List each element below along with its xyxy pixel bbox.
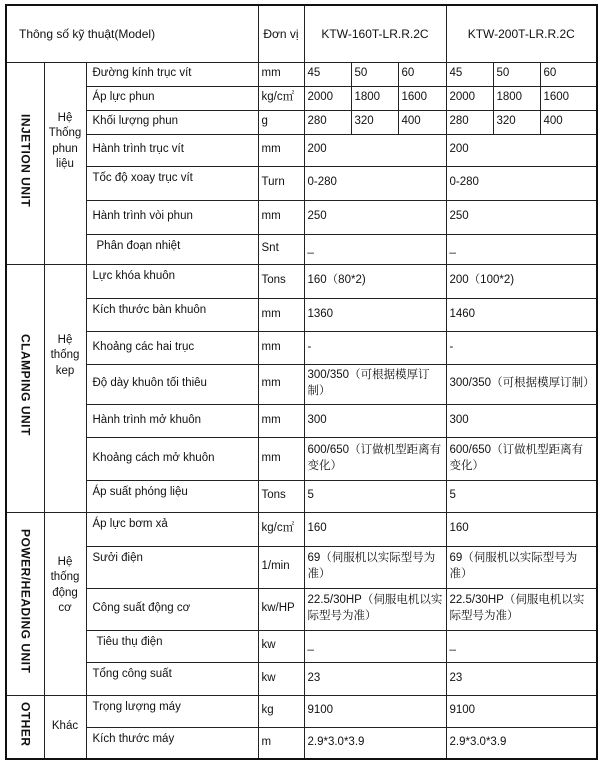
cell-a3: 60 [398, 62, 446, 86]
cell-a: 0-280 [304, 166, 446, 200]
row-unit: mm [258, 62, 304, 86]
row-unit: kw [258, 630, 304, 662]
cell-a: _ [304, 630, 446, 662]
group-clamping-title [6, 264, 44, 512]
row-unit: kg/c㎡ [258, 512, 304, 546]
cell-a2: 1800 [351, 86, 398, 110]
cell-b: _ [446, 234, 597, 264]
cell-b: 2.9*3.0*3.9 [446, 727, 597, 759]
table-row [6, 200, 597, 234]
cell-b: 69（伺服机以实际型号为准） [446, 546, 597, 588]
row-name: Áp suất phóng liệu [86, 480, 258, 512]
table-row [6, 662, 597, 695]
row-name: Tổng công suất [86, 662, 258, 695]
cell-b: 9100 [446, 695, 597, 727]
cell-a2: 50 [351, 62, 398, 86]
cell-a1: 2000 [304, 86, 351, 110]
table-row [6, 695, 597, 727]
cell-a: 250 [304, 200, 446, 234]
group-power-title [6, 512, 44, 695]
header-row [6, 5, 597, 62]
table-row [6, 134, 597, 166]
row-unit: kg [258, 695, 304, 727]
table-row [6, 480, 597, 512]
row-unit: kg/c㎡ [258, 86, 304, 110]
cell-b: 600/650（订做机型距离有变化） [446, 437, 597, 480]
table-row [6, 110, 597, 134]
row-name: Công suất động cơ [86, 588, 258, 630]
table-row [6, 298, 597, 331]
row-unit: 1/min [258, 546, 304, 588]
cell-a: 9100 [304, 695, 446, 727]
table-row [6, 512, 597, 546]
row-name: Hành trình vòi phun [86, 200, 258, 234]
model-a-header: KTW-160T-LR.R.2C [304, 5, 446, 62]
group-injection-sub: Hệ Thống phun liệu [44, 62, 86, 264]
row-name: Lực khóa khuôn [86, 264, 258, 298]
group-power-sub: Hệ thống động cơ [44, 512, 86, 695]
cell-a: 160 [304, 512, 446, 546]
cell-b1: 45 [446, 62, 493, 86]
cell-a3: 1600 [398, 86, 446, 110]
cell-a2: 320 [351, 110, 398, 134]
cell-b: 5 [446, 480, 597, 512]
row-name: Đường kính trục vít [86, 62, 258, 86]
cell-b3: 400 [540, 110, 597, 134]
cell-a: 160（80*2) [304, 264, 446, 298]
row-name: Áp lực bơm xả [86, 512, 258, 546]
cell-b: 200 [446, 134, 597, 166]
row-unit: kw [258, 662, 304, 695]
cell-b: 1460 [446, 298, 597, 331]
group-other-sub: Khác [44, 695, 86, 759]
cell-b: _ [446, 630, 597, 662]
table-row [6, 166, 597, 200]
cell-b: 0-280 [446, 166, 597, 200]
row-name: Áp lực phun [86, 86, 258, 110]
group-title: OTHER [18, 701, 33, 747]
spec-table [5, 4, 598, 760]
table-row [6, 62, 597, 86]
table-row [6, 546, 597, 588]
cell-b: 22.5/30HP（伺服电机以实际型号为准） [446, 588, 597, 630]
table-row [6, 234, 597, 264]
table-row [6, 437, 597, 480]
cell-a: 23 [304, 662, 446, 695]
table-row [6, 404, 597, 437]
row-unit: m [258, 727, 304, 759]
cell-a3: 400 [398, 110, 446, 134]
cell-a: 5 [304, 480, 446, 512]
cell-b: - [446, 331, 597, 364]
row-name: Độ dày khuôn tối thiêu [86, 364, 258, 404]
cell-a: 1360 [304, 298, 446, 331]
group-clamping-sub: Hệ thống kep [44, 264, 86, 512]
cell-a: - [304, 331, 446, 364]
row-name: Tốc độ xoay trục vít [86, 166, 258, 200]
cell-a1: 45 [304, 62, 351, 86]
model-b-header: KTW-200T-LR.R.2C [446, 5, 597, 62]
table-row [6, 588, 597, 630]
cell-b2: 1800 [493, 86, 540, 110]
row-name: Tiêu thụ điện [86, 630, 258, 662]
row-name: Khoảng cách mở khuôn [86, 437, 258, 480]
table-row [6, 727, 597, 759]
table-row [6, 630, 597, 662]
row-unit: mm [258, 331, 304, 364]
row-name: Hành trình trục vít [86, 134, 258, 166]
cell-b: 23 [446, 662, 597, 695]
cell-b: 300/350（可根据模厚订制） [446, 364, 597, 404]
row-unit: mm [258, 437, 304, 480]
cell-b1: 2000 [446, 86, 493, 110]
group-title: INJETION UNIT [18, 113, 33, 207]
table-row [6, 86, 597, 110]
cell-b1: 280 [446, 110, 493, 134]
row-name: Khối lượng phun [86, 110, 258, 134]
table-row [6, 264, 597, 298]
cell-a1: 280 [304, 110, 351, 134]
row-unit: mm [258, 298, 304, 331]
row-unit: kw/HP [258, 588, 304, 630]
row-unit: mm [258, 404, 304, 437]
row-unit: Snt [258, 234, 304, 264]
row-name: Kích thước máy [86, 727, 258, 759]
cell-b: 250 [446, 200, 597, 234]
cell-b2: 320 [493, 110, 540, 134]
row-unit: Turn [258, 166, 304, 200]
cell-a: 69（伺服机以实际型号为准） [304, 546, 446, 588]
group-title: CLAMPING UNIT [18, 334, 33, 437]
cell-a: 300 [304, 404, 446, 437]
row-unit: Tons [258, 480, 304, 512]
cell-a: 300/350（可根据模厚订制） [304, 364, 446, 404]
row-unit: mm [258, 200, 304, 234]
cell-a: 2.9*3.0*3.9 [304, 727, 446, 759]
model-header: Thông số kỹ thuật(Model) [6, 5, 258, 62]
table-row [6, 331, 597, 364]
row-name: Khoảng các hai trục [86, 331, 258, 364]
row-name: Trọng lượng máy [86, 695, 258, 727]
table-row [6, 364, 597, 404]
group-other-title [6, 695, 44, 759]
group-injection-title [6, 62, 44, 264]
cell-a: _ [304, 234, 446, 264]
cell-b3: 1600 [540, 86, 597, 110]
row-unit: Tons [258, 264, 304, 298]
row-name: Phân đoạn nhiệt [86, 234, 258, 264]
row-unit: mm [258, 364, 304, 404]
cell-b2: 50 [493, 62, 540, 86]
cell-a: 200 [304, 134, 446, 166]
cell-b: 200（100*2) [446, 264, 597, 298]
cell-b3: 60 [540, 62, 597, 86]
row-unit: mm [258, 134, 304, 166]
cell-a: 22.5/30HP（伺服电机以实际型号为准） [304, 588, 446, 630]
row-name: Hành trình mở khuôn [86, 404, 258, 437]
row-name: Sưởi điện [86, 546, 258, 588]
cell-b: 160 [446, 512, 597, 546]
cell-a: 600/650（订做机型距离有变化） [304, 437, 446, 480]
row-unit: g [258, 110, 304, 134]
row-name: Kích thước bàn khuôn [86, 298, 258, 331]
group-title: POWER/HEADING UNIT [18, 528, 33, 673]
cell-b: 300 [446, 404, 597, 437]
unit-header: Đơn vị [258, 5, 304, 62]
